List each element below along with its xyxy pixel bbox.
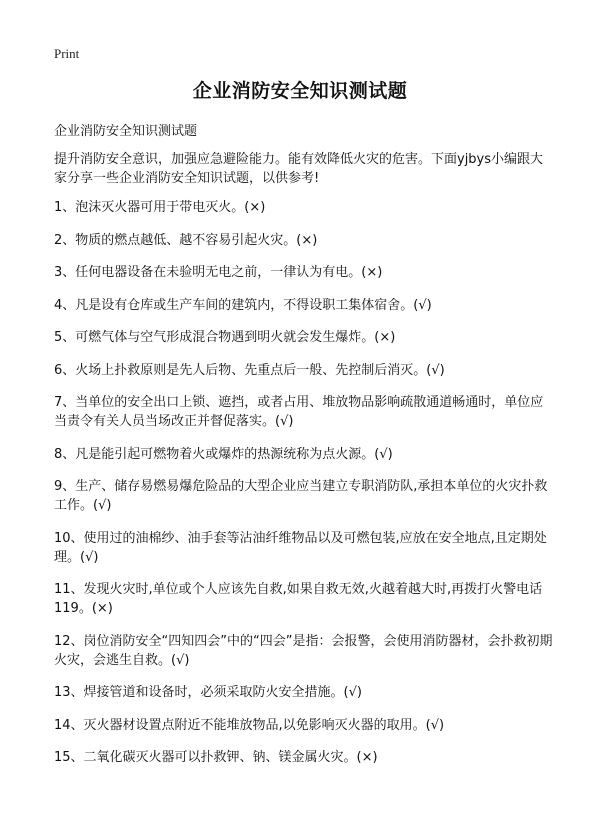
page-title: 企业消防安全知识测试题	[192, 80, 408, 102]
question-item: 1、泡沫灭火器可用于带电灭火。(×)	[54, 200, 266, 215]
question-item: 3、任何电器设备在未验明无电之前，一律认为有电。(×)	[54, 265, 383, 280]
question-item: 14、灭火器材设置点附近不能堆放物品,以免影响灭火器的取用。(√)	[54, 717, 445, 733]
question-list	[54, 198, 554, 781]
print-label: Print	[54, 46, 80, 61]
question-item: 5、可燃气体与空气形成混合物遇到明火就会发生爆炸。(×)	[54, 330, 396, 345]
question-item: 12、岗位消防安全“四知四会”中的“四会”是指：会报警，会使用消防器材，会扑救初期火灾，会逃生自救。(√)	[54, 633, 553, 668]
page-subtitle: 企业消防安全知识测试题	[54, 124, 198, 139]
question-item: 8、凡是能引起可燃物着火或爆炸的热源统称为点火源。(√)	[54, 446, 393, 462]
question-item: 11、发现火灾时,单位或个人应该先自救,如果自救无效,火越着越大时,再拨打火警电话119。(×)	[54, 582, 543, 616]
question-item: 6、火场上扑救原则是先人后物、先重点后一般、先控制后消灭。(√)	[54, 362, 445, 378]
question-item: 7、当单位的安全出口上锁、遮挡，或者占用、堆放物品影响疏散通道畅通时，单位应当责令有关人员当场改正并督促落实。(√)	[54, 395, 544, 429]
question-item: 13、焊接管道和设备时，必须采取防火安全措施。(√)	[54, 685, 362, 700]
question-item: 10、使用过的油棉纱、油手套等沾油纤维物品以及可燃包装,应放在安全地点,且定期处理。(√)	[54, 530, 547, 565]
question-item: 9、生产、储存易燃易爆危险品的大型企业应当建立专职消防队,承担本单位的火灾扑救工作。(√)	[54, 479, 548, 513]
question-item: 15、二氧化碳灭火器可以扑救钾、钠、镁金属火灾。(×)	[54, 750, 378, 765]
question-item: 2、物质的燃点越低、越不容易引起火灾。(×)	[54, 232, 318, 248]
question-item: 4、凡是设有仓库或生产车间的建筑内，不得设职工集体宿舍。(√)	[54, 297, 432, 313]
intro-paragraph: 提升消防安全意识，加强应急避险能力。能有效降低火灾的危害。下面yjbys小编跟大家分享一些企业消防安全知识试题，以供参考!	[54, 152, 544, 186]
